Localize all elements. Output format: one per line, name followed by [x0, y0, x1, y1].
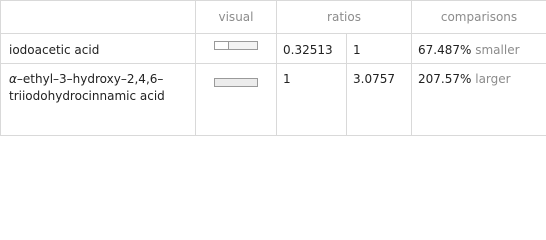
ratio-cell [277, 64, 347, 136]
compound-name-rest: –ethyl–3–hydroxy–2,4,6–triiodohydrocinnamic acid [9, 72, 165, 103]
compound-name-cell [1, 64, 196, 136]
visual-cell [196, 64, 277, 136]
comparison-cell [412, 34, 546, 64]
header-visual: visual [196, 1, 277, 34]
comparison-qualifier: larger [475, 72, 511, 86]
ratio-cell [277, 34, 347, 64]
compound-name [1, 64, 195, 105]
comparison-value: 207.57% [418, 72, 472, 86]
ratio-value: 3.0757 [353, 72, 395, 86]
ratio-bar [214, 41, 258, 50]
compound-name-cell [1, 34, 196, 64]
compound-name: iodoacetic acid [9, 43, 100, 57]
header-comparisons: comparisons [412, 1, 546, 34]
ratio-cell [347, 34, 412, 64]
header-row [1, 1, 546, 34]
comparison [412, 64, 546, 88]
table-row [1, 34, 546, 64]
comparison [412, 34, 546, 59]
ratio-bar-fill [215, 42, 229, 49]
comparison-qualifier: smaller [475, 43, 520, 57]
visual-cell [196, 34, 277, 64]
ratio-cell [347, 64, 412, 136]
ratio-value: 1 [283, 72, 291, 86]
header-name [1, 1, 196, 34]
ratio-bar [214, 78, 258, 87]
table-row [1, 64, 546, 136]
comparison-cell [412, 64, 546, 136]
ratio-value: 1 [353, 43, 361, 57]
comparison-value: 67.487% [418, 43, 472, 57]
ratio-value: 0.32513 [283, 43, 333, 57]
header-ratios: ratios [277, 1, 412, 34]
compound-name-prefix: α [9, 72, 17, 86]
